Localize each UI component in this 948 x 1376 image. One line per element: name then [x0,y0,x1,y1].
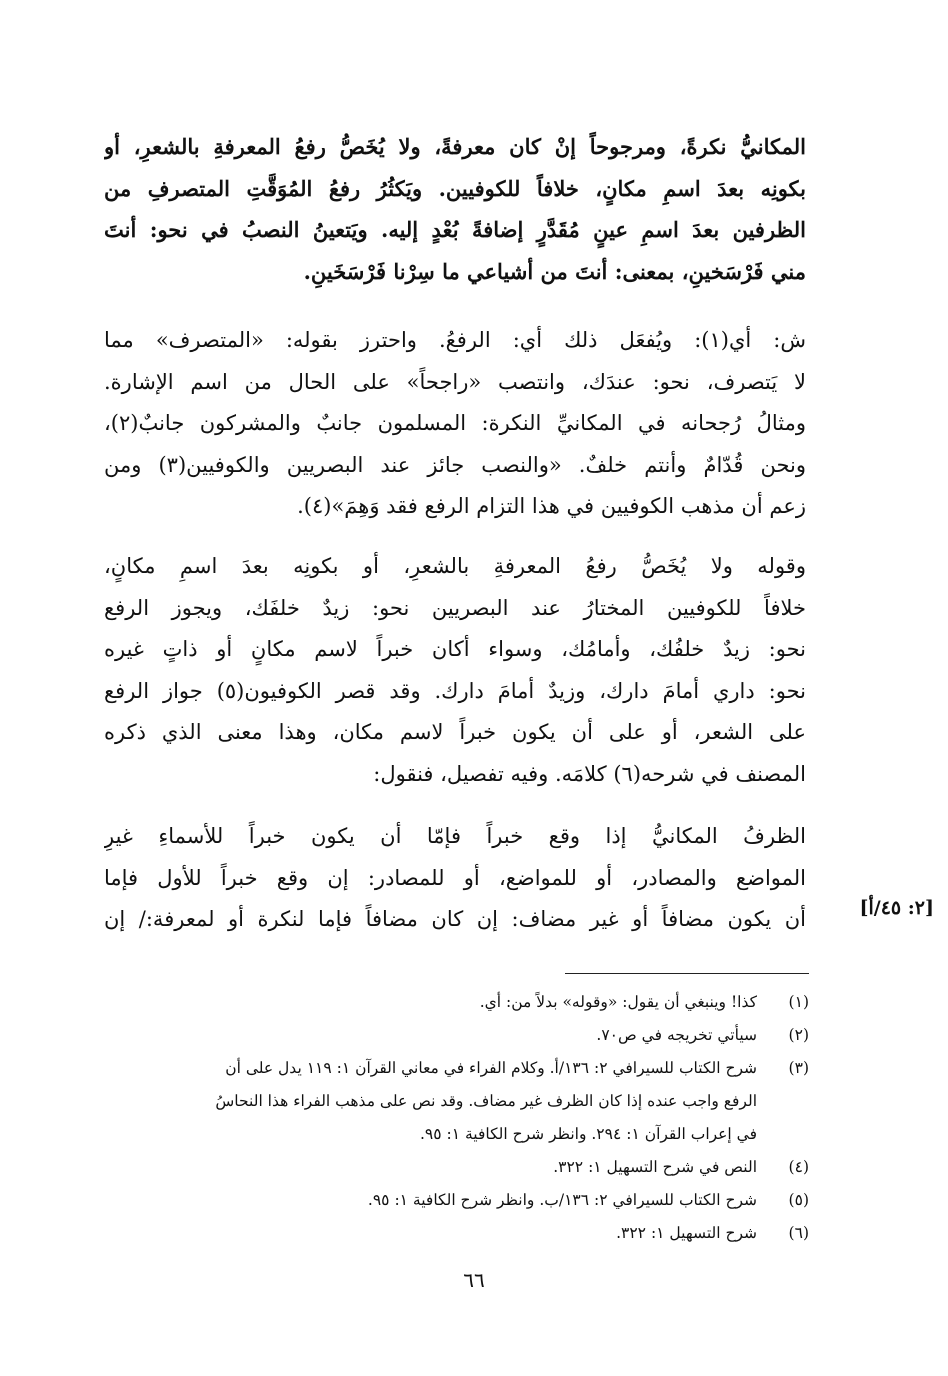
text-line: نحو: داري أمامَ دارك، وزيدٌ أمامَ دارك. وقد قصر الكوفيون(٥) جواز الرفع [104,678,806,703]
footnote-text: سيأتي تخريجه في ص٧٠. [596,1026,757,1044]
footnote-text: الرفع واجب عنده إذا كان الظرف غير مضاف. وقد نص على مذهب الفراء هذا النحاسُ [215,1092,757,1110]
text-line: مني فَرْسَخينِ، بمعنى: أنتَ من أشياعي ما سِرْنا فَرْسَخَينِ. [303,258,806,284]
footnote-number: (٣) [788,1059,809,1077]
text-line: المواضع والمصادر، أو للمواضع، أو للمصادر: إن وقع خبراً للأول فإما [104,865,806,890]
footnote-text: شرح الكتاب للسيرافي ٢: ١٣٦/أ. وكلام الفراء في معاني القرآن ١: ١١٩ يدل على أن [225,1059,757,1077]
footnote-number: (٦) [788,1224,809,1242]
footnote-text: في إعراب القرآن ١: ٢٩٤. وانظر شرح الكافية ١: ٩٥. [419,1125,757,1143]
manuscript-folio-reference: [٢: ٤٥/أ] [859,897,934,919]
footnote-text: شرح التسهيل ١: ٣٢٢. [616,1224,757,1242]
footnote [104,1019,809,1052]
footnote-number: (٥) [788,1191,809,1209]
commentary-paragraph-3 [104,816,806,941]
text-line: خلافاً للكوفيين المختارُ عند البصريين نحو: زيدٌ خلفَك، ويجوز الرفع [104,595,806,620]
footnote [104,986,809,1019]
text-line: نحو: زيدٌ خلفُك، وأمامُك، وسواء أكان خبراً لاسم مكانٍ أو ذاتٍ غيره [104,637,806,661]
text-line: زعم أن مذهب الكوفيين في هذا التزام الرفع فقد وَهِمَ»(٤). [297,494,806,518]
page-number: ٦٦ [463,1268,485,1292]
text-line: ومثالُ رُجحانه في المكانيِّ النكرة: المسلمون جانبٌ والمشركون جانبٌ(٢)، [104,411,806,435]
footnote [104,1217,809,1250]
text-line: بكونِه بعدَ اسمِ مكانٍ، خلافاً للكوفيين. ويَكثُرُ رفعُ المُوَقَّتِ المتصرفِ من [104,175,806,201]
footnote-number: (٤) [788,1158,809,1176]
footnote-number: (١) [788,993,809,1011]
text-line: ش: أي(١): ويُفعَل ذلك أي: الرفعُ. واحترز بقوله: «المتصرف» مما [104,328,806,352]
footnote [104,1151,809,1184]
text-line: ونحن قُدّامٌ وأنتم خلفٌ. «والنصب جائز عند البصريين والكوفيين(٣) ومن [104,452,806,477]
text-line: المصنف في شرحه(٦) كلامَه. وفيه تفصيل، فنقول: [373,761,806,786]
text-line: على الشعر، أو على أن يكون خبراً لاسم مكان، وهذا معنى الذي ذكره [104,720,806,744]
text-line: الظرفين بعدَ اسمِ عينٍ مُقَدَّرٍ إضافةً بُعْدٍ إليه. ويَتعينُ النصبُ في نحو: أنتَ [104,217,806,242]
commentary-paragraph-1 [104,320,806,528]
footnote-separator [565,973,809,974]
matn-paragraph [104,126,806,292]
commentary-paragraph-2 [104,546,806,795]
footnote-text: كذا! وينبغي أن يقول: «وقوله» بدلاً من: أي. [479,993,757,1011]
footnote-number: (٢) [788,1026,809,1044]
footnote [104,1052,809,1151]
text-line: لا يَتصرف، نحو: عندَك، وانتصب «راجحاً» على الحال من اسم الإشارة. [104,369,806,394]
footnote-text: النص في شرح التسهيل ١: ٣٢٢. [553,1158,757,1176]
footnotes [104,986,809,1250]
text-line: وقوله ولا يُخَصُّ رفعُ المعرفةِ بالشعرِ، أو بكونِه بعدَ اسمِ مكانٍ، [104,554,806,578]
text-line: أن يكون مضافاً أو غير مضاف: إن كان مضافاً فإما لنكرة أو لمعرفة:/ إن [104,907,806,931]
text-line: الظرفُ المكانيُّ إذا وقع خبراً فإمّا أن يكون خبراً للأسماءِ غيرِ [104,824,806,848]
text-line: المكانيُّ نكرةً، ومرجوحاً إنْ كان معرفةً، ولا يُخَصُّ رفعُ المعرفةِ بالشعرِ، أو [104,134,806,159]
footnote [104,1184,809,1217]
footnote-text: شرح الكتاب للسيرافي ٢: ١٣٦/ب. وانظر شرح الكافية ١: ٩٥. [367,1191,757,1209]
